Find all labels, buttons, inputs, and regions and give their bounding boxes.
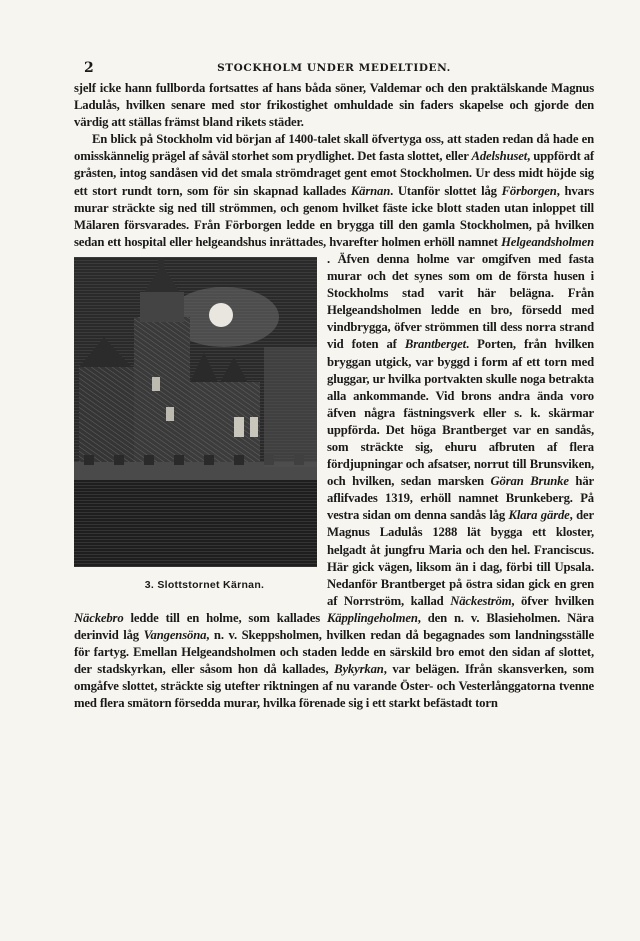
text-run: . Porten, från hvilken bryggan utgick, var byggd i form af ett torn med gluggar, ur hvilka portvakten skulle noga betrakta alla ankommande. Vid brons andra ända voro äfven några fästningsverk eller s. k. skärmar uppförda. Det höga Brantberget var en sandås, som sträckte sig, ehuru afbruten af flera fördjupningar och afsatser, norrut till Brunsviken, och hvilken, sedan marsken [327,337,594,489]
paragraph-1: sjelf icke hann fullborda fortsattes af hans båda söner, Valdemar och den praktälskande Magnus Ladulås, hvilken senare med stor frikostighet omhuldade sin faders skapelse och gjorde den värdig att ställas främst bland rikets städer. [74,81,594,130]
text-run: , der Magnus Ladulås 1288 lät bygga ett kloster, helgadt åt jungfru Maria och den hel. Franciscus. Här gick vägen, liksom än i dag, förbi till Upsala. Nedanför Brantberget på östra sidan gick en gren af Norrström, kallad [327,508,594,608]
page [74,58,594,712]
text-run: ledde till en holme, som kallades [123,610,327,625]
figure-caption: 3. Slottstornet Kärnan. [144,578,265,591]
body-text [74,80,594,712]
text-run-italic: Käpplingeholmen [326,610,418,625]
paragraph-2 [74,131,594,712]
illustration [74,257,317,594]
page-number: 2 [84,60,95,76]
text-run-italic: Kärnan [350,183,391,198]
text-run-italic: Helgeandsholmen [501,234,594,249]
text-run-italic: Brantberget [404,337,466,352]
text-run: , hvars murar sträckte sig ned till strömmen, och genom hvilket fäste icke blott staden utan inloppet till Mälaren försvarades. Från Förborgen ledde en brygga till den gamla Stockholmen, på hvilken sedan ett hospital eller helgeandshus inrättades, hvarefter holmen erhöll namnet [74,183,595,249]
text-run: , öfver hvilken [511,593,594,608]
text-run: här aflifvades 1319, erhöll namnet Brunkeberg. På vestra sidan om denna sandås låg [327,474,594,523]
text-run-italic: Förborgen [501,183,557,198]
text-run: , den n. v. Blasieholmen. Nära derinvid låg [74,610,594,642]
text-run: . Utanför slottet låg [390,183,502,198]
text-run: , uppfördt af gråsten, intog sandåsen vid det smala strömdraget gent emot Stockholmen. Ur dess midt höjde sig ett stort rundt torn, som för sin skapnad kallades [74,149,594,198]
text-run: , n. v. Skeppsholmen, hvilken redan då begagnades som landningsställe för fartyg. Emellan Helgeandsholmen och staden ledde en särskild bro emot den sidan af slottet, der stadskyrkan, eller såsom hon då kallades, [74,628,594,677]
text-run-italic: Göran Brunke [490,474,569,489]
text-run-italic: Näckebro [74,610,124,625]
castle-engraving-icon [74,257,317,567]
text-run: , var belägen. Ifrån skansverken, som omgåfve slottet, sträckte sig utefter riktningen af nu varande Öster- och Vesterlånggatorna tvenne med flera smätorn försedda murar, hvilka förenade sig i ett starkt befästadt torn [74,662,594,711]
text-run: . Äfven denna holme var omgifven med fasta murar och det synes som om de första husen i Stockholms stad varit här belägna. Från Helgeandsholmen ledde en bro, försedd med vindbrygga, öfver strömmen till dess norra strand vid foten af [327,251,594,352]
running-head: STOCKHOLM UNDER MEDELTIDEN. [217,62,451,74]
text-run-italic: Näckeström [450,593,512,608]
page-header [74,58,594,80]
text-run-italic: Adelshuset [471,149,528,164]
text-run-italic: Bykyrkan [334,662,384,677]
text-run-italic: Vangensöna [143,628,207,642]
text-run: En blick på Stockholm vid början af 1400-talet skall öfvertyga oss, att staden redan då hade en omisskännelig prägel af såväl storhet som prydlighet. Det fasta slottet, eller [74,132,594,164]
text-run-italic: Klara gärde [508,508,570,523]
